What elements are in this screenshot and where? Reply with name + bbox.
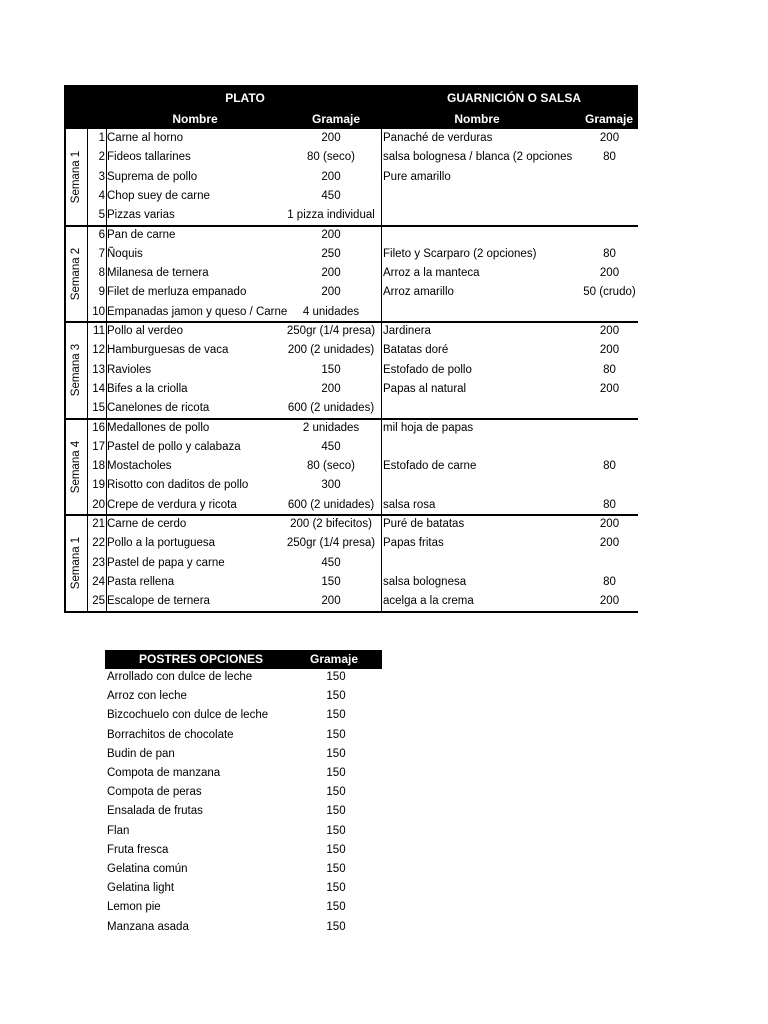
guarnicion-gramaje: 200 bbox=[599, 267, 620, 280]
guarnicion-name: salsa bolognesa bbox=[383, 575, 467, 588]
row-number: 17 bbox=[92, 440, 105, 453]
row-number: 1 bbox=[98, 132, 105, 144]
row-number: 4 bbox=[98, 189, 105, 202]
postre-gramaje: 150 bbox=[326, 901, 346, 914]
guarnicion-name: Arroz amarillo bbox=[383, 286, 454, 299]
postres-header bbox=[105, 650, 382, 669]
row-number: 22 bbox=[92, 537, 105, 550]
postre-name: Gelatina común bbox=[107, 863, 188, 875]
guarnicion-name: Arroz a la manteca bbox=[383, 267, 480, 280]
row-number: 6 bbox=[98, 228, 105, 241]
plato-name: Ñoquis bbox=[107, 247, 143, 260]
plato-name: Medallones de pollo bbox=[107, 421, 210, 434]
plato-name: Empanadas jamon y queso / Carne bbox=[107, 305, 288, 318]
table-row bbox=[64, 226, 638, 245]
plato-gramaje: 80 (seco) bbox=[307, 460, 355, 473]
guarnicion-gramaje: 200 bbox=[599, 382, 620, 395]
row-number: 7 bbox=[98, 247, 105, 260]
guarnicion-name bbox=[383, 554, 583, 573]
postre-row bbox=[105, 860, 382, 879]
plato-gramaje: 150 bbox=[321, 363, 341, 376]
row-number: 13 bbox=[92, 363, 105, 376]
postre-row bbox=[105, 745, 382, 764]
postre-name: Gelatina light bbox=[107, 882, 175, 895]
guarnicion-gramaje: 200 bbox=[599, 537, 620, 550]
plato-name: Hamburguesas de vaca bbox=[107, 344, 229, 357]
plato-name: Milanesa de ternera bbox=[107, 267, 209, 280]
table-row bbox=[64, 245, 638, 264]
plato-name: Canelones de ricota bbox=[107, 402, 210, 415]
row-number: 11 bbox=[93, 325, 105, 337]
plato-name: Bifes a la criolla bbox=[107, 382, 188, 395]
guarnicion-name: Estofado de carne bbox=[383, 460, 477, 473]
guarnicion-gramaje: 80 bbox=[603, 498, 616, 511]
plato-gramaje: 450 bbox=[321, 189, 341, 202]
plato-gramaje: 1 pizza individual bbox=[287, 209, 375, 222]
week-label: Semana 2 bbox=[69, 247, 82, 300]
table-row bbox=[64, 341, 638, 360]
plato-gramaje: 200 (2 unidades) bbox=[287, 344, 375, 357]
guarnicion-gramaje: 80 bbox=[603, 247, 616, 260]
postre-gramaje: 150 bbox=[326, 709, 346, 722]
plato-gramaje: 80 (seco) bbox=[307, 151, 355, 164]
postre-name: Manzana asada bbox=[107, 920, 189, 933]
table-row bbox=[64, 534, 638, 553]
postre-row bbox=[105, 822, 382, 841]
guarnicion-name: Panaché de verduras bbox=[383, 132, 493, 144]
week-label: Semana 1 bbox=[69, 151, 82, 204]
row-number: 14 bbox=[92, 382, 105, 395]
plato-gramaje: 150 bbox=[321, 575, 341, 588]
postre-row bbox=[105, 841, 382, 860]
table-row bbox=[64, 554, 638, 573]
plato-gramaje: 200 bbox=[321, 267, 341, 280]
postre-gramaje: 150 bbox=[326, 920, 346, 933]
table-row bbox=[64, 264, 638, 283]
postre-row bbox=[105, 783, 382, 802]
plato-name: Mostacholes bbox=[107, 460, 172, 473]
plato-name: Suprema de pollo bbox=[107, 170, 198, 183]
table-row bbox=[64, 515, 638, 534]
guarnicion-name: acelga a la crema bbox=[383, 595, 474, 608]
postre-gramaje: 150 bbox=[326, 767, 346, 779]
guarnicion-name bbox=[383, 303, 583, 322]
plato-name: Pollo al verdeo bbox=[107, 325, 184, 337]
postre-row bbox=[105, 898, 382, 917]
postre-row bbox=[105, 706, 382, 725]
table-row bbox=[64, 476, 638, 495]
guarnicion-gramaje: 200 bbox=[599, 344, 620, 357]
postre-name: Compota de manzana bbox=[107, 767, 221, 779]
postre-gramaje: 150 bbox=[326, 882, 346, 895]
guarnicion-gramaje bbox=[581, 303, 638, 322]
guarnicion-gramaje bbox=[581, 419, 638, 438]
plato-name: Pastel de pollo y calabaza bbox=[107, 440, 241, 453]
plato-gramaje: 300 bbox=[321, 479, 341, 492]
plato-name: Pan de carne bbox=[107, 228, 176, 241]
row-number: 21 bbox=[92, 518, 105, 530]
guarnicion-name bbox=[383, 206, 583, 225]
row-number: 12 bbox=[92, 344, 105, 357]
postre-gramaje: 150 bbox=[326, 671, 346, 683]
table-row bbox=[64, 206, 638, 225]
plato-name: Carne al horno bbox=[107, 132, 184, 144]
table-row bbox=[64, 129, 638, 148]
table-row bbox=[64, 168, 638, 187]
row-number: 5 bbox=[98, 209, 105, 222]
plato-gramaje: 200 bbox=[321, 132, 341, 144]
postres-header-gramaje: Gramaje bbox=[310, 652, 359, 666]
row-number: 24 bbox=[92, 575, 105, 588]
table-row bbox=[64, 380, 638, 399]
guarnicion-gramaje bbox=[581, 206, 638, 225]
menu-table bbox=[64, 85, 638, 613]
postre-row bbox=[105, 918, 382, 937]
row-number: 23 bbox=[92, 556, 105, 569]
guarnicion-gramaje bbox=[581, 438, 638, 457]
postre-gramaje: 150 bbox=[326, 843, 346, 856]
plato-gramaje: 600 (2 unidades) bbox=[287, 402, 375, 415]
guarnicion-gramaje: 80 bbox=[603, 363, 616, 376]
table-row bbox=[64, 457, 638, 476]
guarnicion-name: salsa rosa bbox=[383, 498, 436, 511]
row-number: 8 bbox=[98, 267, 105, 280]
table-row bbox=[64, 573, 638, 592]
postre-row bbox=[105, 802, 382, 821]
postre-name: Borrachitos de chocolate bbox=[107, 728, 234, 741]
row-number: 10 bbox=[92, 305, 105, 318]
postre-name: Flan bbox=[107, 824, 130, 837]
postre-name: Ensalada de frutas bbox=[107, 805, 203, 818]
header-guarnicion: GUARNICIÓN O SALSA bbox=[446, 91, 581, 105]
plato-gramaje: 250gr (1/4 presa) bbox=[286, 537, 376, 550]
plato-gramaje: 450 bbox=[321, 440, 341, 453]
plato-gramaje: 250 bbox=[321, 247, 341, 260]
postre-gramaje: 150 bbox=[326, 805, 346, 818]
row-number: 25 bbox=[92, 595, 105, 608]
guarnicion-name: Pure amarillo bbox=[383, 170, 451, 183]
guarnicion-gramaje: 200 bbox=[599, 325, 620, 337]
row-number: 19 bbox=[92, 479, 105, 492]
plato-gramaje: 200 bbox=[321, 382, 341, 395]
plato-name: Ravioles bbox=[107, 363, 152, 376]
table-row bbox=[64, 322, 638, 341]
table-row bbox=[64, 419, 638, 438]
postre-gramaje: 150 bbox=[326, 863, 346, 875]
plato-name: Pasta rellena bbox=[107, 575, 175, 588]
guarnicion-gramaje bbox=[581, 168, 638, 187]
plato-gramaje: 200 (2 bifecitos) bbox=[290, 518, 372, 530]
guarnicion-gramaje: 80 bbox=[603, 575, 616, 588]
guarnicion-name: Estofado de pollo bbox=[383, 363, 472, 376]
week-label: Semana 3 bbox=[69, 344, 82, 397]
plato-gramaje: 4 unidades bbox=[302, 305, 360, 318]
postre-row bbox=[105, 668, 382, 687]
plato-name: Pizzas varias bbox=[107, 209, 175, 222]
guarnicion-name: Fileto y Scarparo (2 opciones) bbox=[383, 247, 537, 260]
guarnicion-gramaje: 80 bbox=[603, 151, 616, 164]
postre-name: Bizcochuelo con dulce de leche bbox=[107, 709, 269, 722]
table-row bbox=[64, 361, 638, 380]
guarnicion-name bbox=[383, 399, 583, 418]
guarnicion-gramaje bbox=[581, 399, 638, 418]
row-number: 16 bbox=[92, 421, 105, 434]
guarnicion-name bbox=[383, 226, 583, 245]
header-nombre-plato: Nombre bbox=[172, 112, 218, 126]
week-label: Semana 1 bbox=[69, 537, 82, 590]
guarnicion-gramaje: 50 (crudo) bbox=[583, 286, 636, 299]
guarnicion-gramaje: 200 bbox=[599, 132, 620, 144]
plato-name: Filet de merluza empanado bbox=[107, 286, 247, 299]
header-gramaje-guarnicion: Gramaje bbox=[584, 112, 634, 126]
postre-name: Arroz con leche bbox=[107, 690, 187, 703]
plato-gramaje: 200 bbox=[321, 170, 341, 183]
guarnicion-gramaje bbox=[581, 554, 638, 573]
week-label: Semana 4 bbox=[69, 440, 82, 493]
plato-gramaje: 200 bbox=[321, 595, 341, 608]
guarnicion-gramaje: 80 bbox=[603, 460, 616, 473]
postre-name: Compota de peras bbox=[107, 786, 202, 799]
plato-name: Carne de cerdo bbox=[107, 518, 187, 530]
table-row bbox=[64, 496, 638, 515]
postre-row bbox=[105, 879, 382, 898]
guarnicion-gramaje: 200 bbox=[599, 518, 620, 530]
row-number: 9 bbox=[98, 286, 105, 299]
postre-name: Fruta fresca bbox=[107, 843, 169, 856]
guarnicion-name: mil hoja de papas bbox=[383, 421, 474, 434]
header-plato: PLATO bbox=[225, 91, 265, 105]
guarnicion-name: Batatas doré bbox=[383, 344, 449, 357]
row-number: 18 bbox=[92, 460, 105, 473]
plato-gramaje: 600 (2 unidades) bbox=[287, 498, 375, 511]
plato-name: Fideos tallarines bbox=[107, 151, 191, 164]
plato-name: Crepe de verdura y ricota bbox=[107, 498, 237, 511]
plato-name: Chop suey de carne bbox=[107, 189, 210, 202]
guarnicion-name bbox=[383, 438, 583, 457]
plato-gramaje: 250gr (1/4 presa) bbox=[286, 325, 376, 337]
guarnicion-gramaje bbox=[581, 476, 638, 495]
postre-row bbox=[105, 687, 382, 706]
header-nombre-guarnicion: Nombre bbox=[454, 112, 500, 126]
guarnicion-gramaje: 200 bbox=[599, 595, 620, 608]
postre-gramaje: 150 bbox=[326, 728, 346, 741]
postre-row bbox=[105, 764, 382, 783]
header-gramaje-plato: Gramaje bbox=[311, 112, 361, 126]
table-row bbox=[64, 187, 638, 206]
row-number: 3 bbox=[98, 170, 105, 183]
guarnicion-name: Papas al natural bbox=[383, 382, 467, 395]
guarnicion-gramaje bbox=[581, 187, 638, 206]
guarnicion-name bbox=[383, 187, 583, 206]
postre-row bbox=[105, 726, 382, 745]
postre-gramaje: 150 bbox=[326, 824, 346, 837]
postre-name: Lemon pie bbox=[107, 901, 161, 914]
table-row bbox=[64, 399, 638, 418]
postre-gramaje: 150 bbox=[326, 786, 346, 799]
plato-gramaje: 450 bbox=[321, 556, 341, 569]
plato-gramaje: 2 unidades bbox=[302, 421, 360, 434]
plato-name: Risotto con daditos de pollo bbox=[107, 479, 249, 492]
guarnicion-name bbox=[383, 476, 583, 495]
table-row bbox=[64, 283, 638, 302]
row-number: 20 bbox=[92, 498, 105, 511]
postre-name: Budin de pan bbox=[107, 747, 175, 760]
table-row bbox=[64, 592, 638, 611]
guarnicion-name: salsa bolognesa / blanca (2 opciones bbox=[383, 151, 573, 164]
postres-header-title: POSTRES OPCIONES bbox=[139, 652, 264, 666]
guarnicion-name: Papas fritas bbox=[383, 537, 444, 550]
row-number: 15 bbox=[92, 402, 105, 415]
plato-name: Pastel de papa y carne bbox=[107, 556, 225, 569]
table-row bbox=[64, 148, 638, 167]
guarnicion-name: Puré de batatas bbox=[383, 518, 465, 530]
plato-gramaje: 200 bbox=[321, 228, 341, 241]
plato-name: Escalope de ternera bbox=[107, 595, 210, 608]
plato-name: Pollo a la portuguesa bbox=[107, 537, 216, 550]
guarnicion-name: Jardinera bbox=[383, 325, 431, 337]
postre-gramaje: 150 bbox=[326, 690, 346, 703]
table-row bbox=[64, 303, 638, 322]
plato-gramaje: 200 bbox=[321, 286, 341, 299]
guarnicion-gramaje bbox=[581, 226, 638, 245]
postre-name: Arrollado con dulce de leche bbox=[107, 671, 253, 683]
row-number: 2 bbox=[98, 151, 105, 164]
postre-gramaje: 150 bbox=[326, 747, 346, 760]
table-row bbox=[64, 438, 638, 457]
